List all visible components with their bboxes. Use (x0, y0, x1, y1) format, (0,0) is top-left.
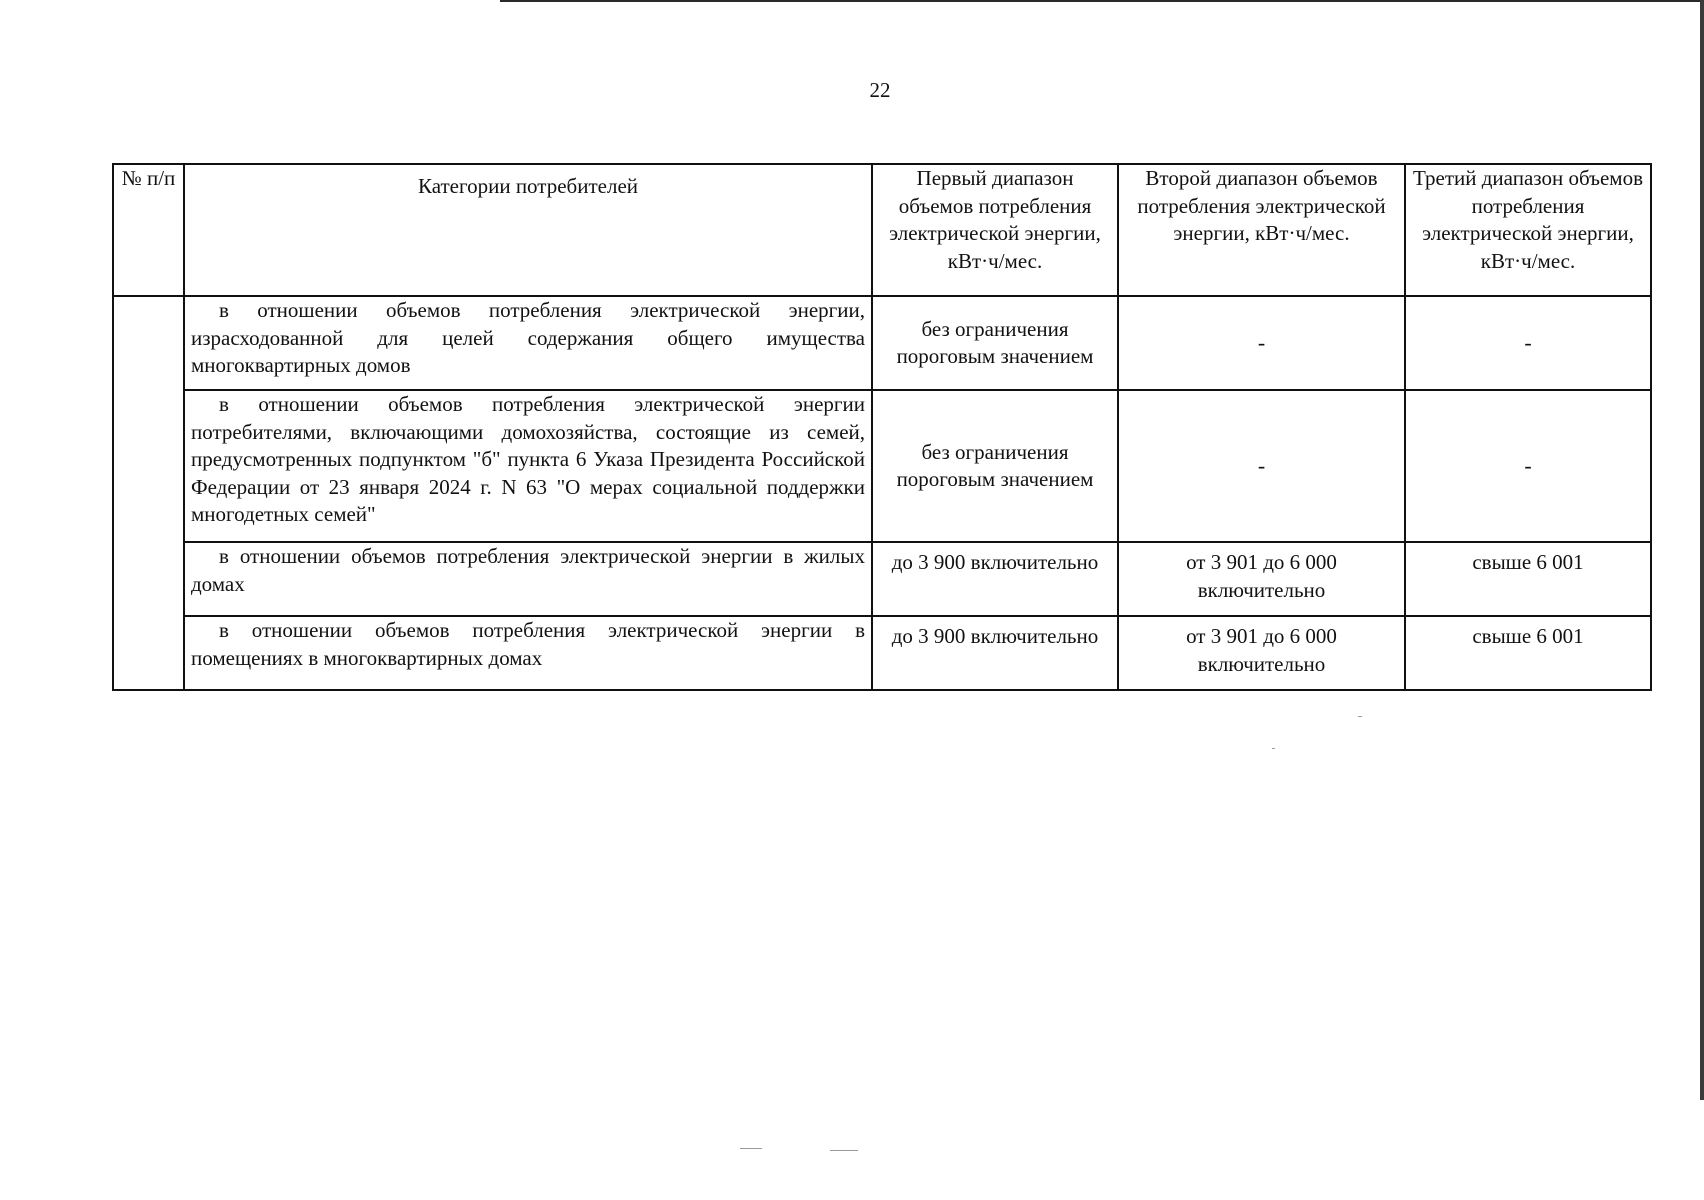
scan-speck (830, 1150, 858, 1151)
range-3-cell: свыше 6 001 (1405, 616, 1651, 690)
category-text: в отношении объемов потребления электрической энергии потребителями, включающими домохозяйства, состоящие из семей, предусмотренных подпунктом "б" пункта 6 Указа Президента Российской Федерации от 23 января 2024 г. N 63 "О мерах социальной поддержки многодетных семей" (191, 392, 865, 526)
table-row (113, 390, 1651, 542)
table-row (113, 542, 1651, 616)
range-3-cell: свыше 6 001 (1405, 542, 1651, 616)
range-3-cell: - (1405, 390, 1651, 542)
category-text: в отношении объемов потребления электрической энергии в жилых домах (191, 544, 865, 596)
range-2-cell: - (1118, 296, 1405, 390)
header-range-3: Третий диапазон объемов потребления электрической энергии, кВт·ч/мес. (1405, 164, 1651, 296)
scan-border-right (1700, 0, 1704, 1100)
table-row (113, 616, 1651, 690)
table-row (113, 296, 1651, 390)
scan-speck (1358, 716, 1362, 717)
scan-speck (740, 1148, 762, 1149)
row-number-cell (113, 296, 184, 690)
range-2-cell: от 3 901 до 6 000 включительно (1118, 616, 1405, 690)
scan-border-top (500, 0, 1704, 2)
header-num: № п/п (113, 164, 184, 296)
category-text: в отношении объемов потребления электрической энергии в помещениях в многоквартирных домах (191, 618, 865, 670)
category-cell (184, 296, 872, 390)
range-2-cell: от 3 901 до 6 000 включительно (1118, 542, 1405, 616)
range-1-cell: до 3 900 включительно (872, 542, 1118, 616)
page-number: 22 (869, 78, 891, 102)
category-cell (184, 390, 872, 542)
header-range-2: Второй диапазон объемов потребления электрической энергии, кВт·ч/мес. (1118, 164, 1405, 296)
tariff-table (112, 163, 1652, 691)
category-cell (184, 542, 872, 616)
range-1-cell: без ограничения пороговым значением (872, 390, 1118, 542)
header-category: Категории потребителей (184, 164, 872, 296)
category-cell (184, 616, 872, 690)
range-2-cell: - (1118, 390, 1405, 542)
range-3-cell: - (1405, 296, 1651, 390)
category-text: в отношении объемов потребления электрической энергии, израсходованной для целей содержания общего имущества многоквартирных домов (191, 298, 865, 377)
range-1-cell: до 3 900 включительно (872, 616, 1118, 690)
header-range-1: Первый диапазон объемов потребления электрической энергии, кВт·ч/мес. (872, 164, 1118, 296)
scan-speck (1272, 748, 1275, 749)
range-1-cell: без ограничения пороговым значением (872, 296, 1118, 390)
table-header-row (113, 164, 1651, 296)
